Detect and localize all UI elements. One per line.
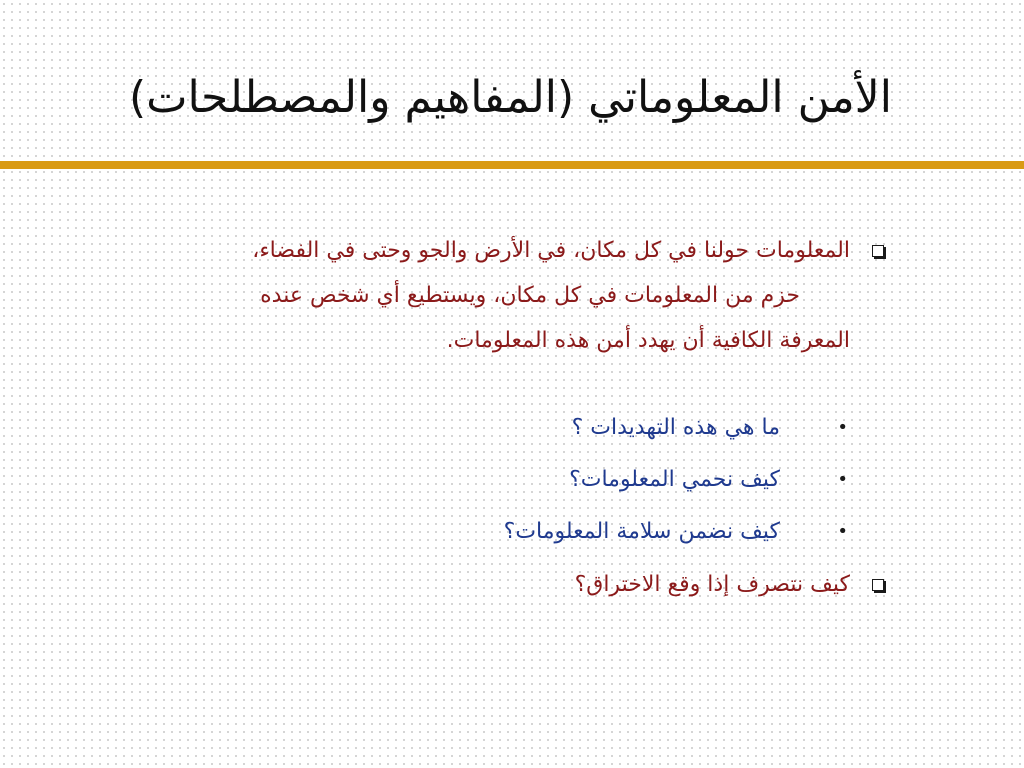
questions-list (84, 402, 884, 558)
question-text: ما هي هذه التهديدات ؟ (571, 415, 780, 440)
last-point (84, 562, 884, 607)
list-item (84, 454, 884, 506)
slide-title: الأمن المعلوماتي (المفاهيم والمصطلحات) (128, 72, 892, 123)
dot-bullet-icon: • (837, 469, 848, 490)
square-bullet-icon (872, 245, 884, 257)
paragraph-line-1 (84, 228, 884, 273)
question-text: كيف نحمي المعلومات؟ (569, 467, 780, 492)
last-point-line (84, 562, 884, 607)
paragraph-line-2 (84, 273, 884, 318)
title-divider (0, 161, 1024, 169)
dot-bullet-icon: • (837, 521, 848, 542)
paragraph-line-3-text: المعرفة الكافية أن يهدد أمن هذه المعلومات. (446, 328, 850, 353)
paragraph-line-1-text: المعلومات حولنا في كل مكان، في الأرض والجو وحتى في الفضاء، (252, 238, 850, 263)
square-bullet-icon (872, 579, 884, 591)
intro-paragraph (84, 228, 884, 363)
paragraph-line-2-text: حزم من المعلومات في كل مكان، ويستطيع أي شخص عنده (260, 283, 800, 308)
dot-bullet-icon: • (837, 417, 848, 438)
question-text: كيف نضمن سلامة المعلومات؟ (503, 519, 780, 544)
last-point-text: كيف نتصرف إذا وقع الاختراق؟ (574, 572, 850, 597)
paragraph-line-3 (84, 318, 884, 363)
list-item (84, 506, 884, 558)
list-item (84, 402, 884, 454)
